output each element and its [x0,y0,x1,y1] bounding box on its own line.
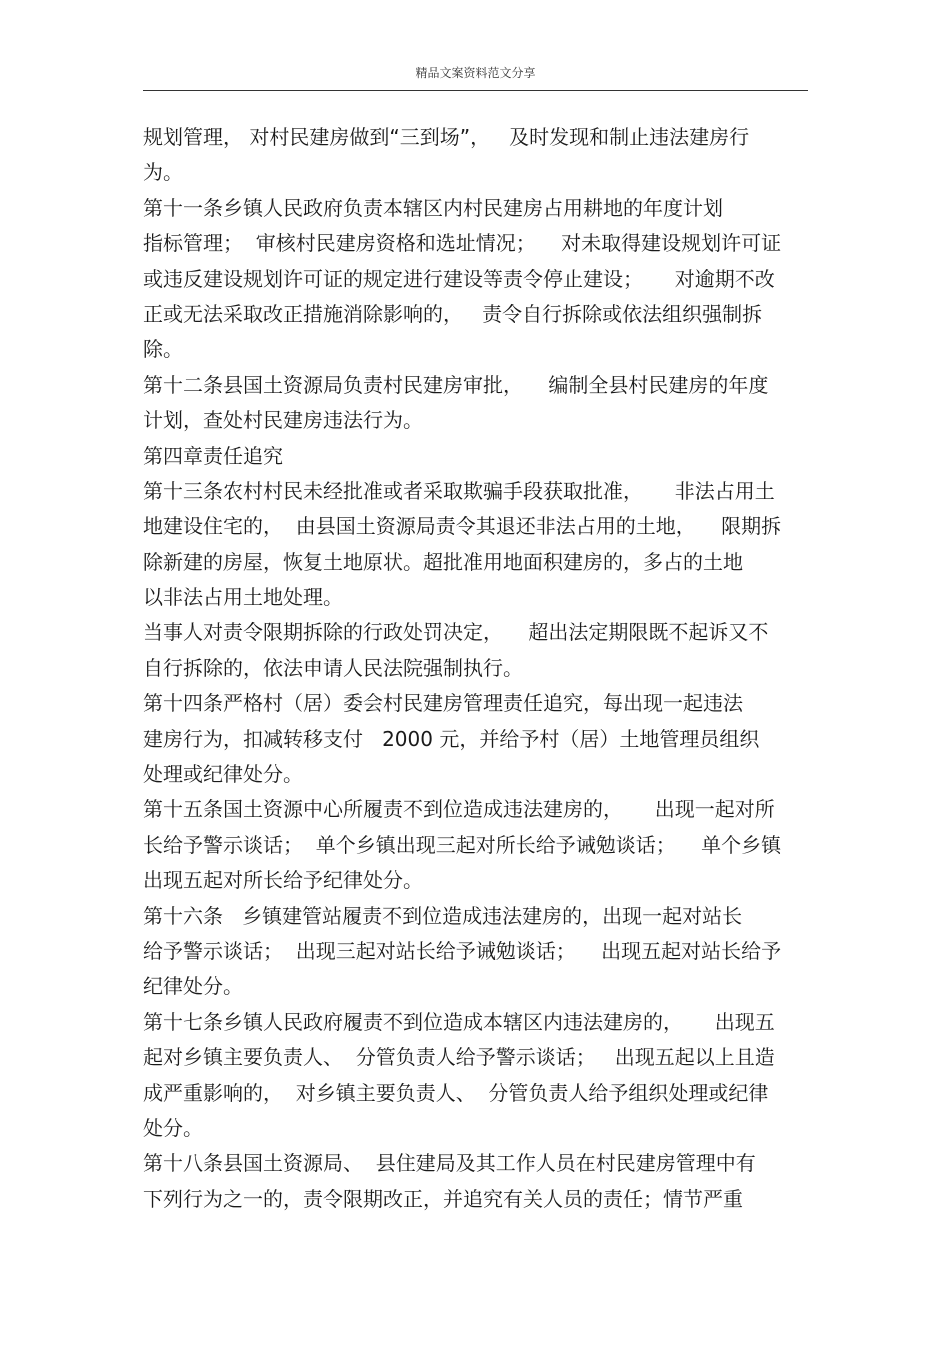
text-line: 规划管理， 对村民建房做到“三到场”， 及时发现和制止违法建房行 [143,125,750,149]
text-line: 处分。 [143,1115,203,1140]
text-line: 第十四条严格村（居）委会村民建房管理责任追究，每出现一起违法 [143,691,743,716]
text-line: 自行拆除的，依法申请人民法院强制执行。 [143,655,523,680]
text-line: 处理或纪律处分。 [143,762,303,787]
text-line: 除。 [143,337,183,362]
text-line: 给予警示谈话； 出现三起对站长给予诫勉谈话； 出现五起对站长给予 [143,938,782,963]
text-line: 第十一条乡镇人民政府负责本辖区内村民建房占用耕地的年度计划 [143,195,723,220]
text-line: 长给予警示谈话； 单个乡镇出现三起对所长给予诫勉谈话； 单个乡镇 [143,832,782,857]
text-line: 地建设住宅的， 由县国土资源局责令其退还非法占用的土地， 限期拆 [143,514,782,539]
text-line: 第十六条 乡镇建管站履责不到位造成违法建房的，出现一起对站长 [143,903,743,928]
text-line: 建房行为，扣减转移支付 2000 元，并给予村（居）土地管理员组织 [143,726,760,751]
text-line: 出现五起对所长给予纪律处分。 [143,868,423,893]
text-line: 成严重影响的， 对乡镇主要负责人、 分管负责人给予组织处理或纪律 [143,1080,769,1105]
document-body [143,120,808,1217]
chapter-heading: 第四章责任追究 [143,443,283,468]
text-line: 正或无法采取改正措施消除影响的， 责令自行拆除或依法组织强制拆 [143,301,763,326]
text-line: 以非法占用土地处理。 [143,585,343,610]
text-line: 或违反建设规划许可证的规定进行建设等责令停止建设； 对逾期不改 [143,266,775,291]
text-line: 第十八条县国土资源局、 县住建局及其工作人员在村民建房管理中有 [143,1151,756,1176]
text-line: 当事人对责令限期拆除的行政处罚决定， 超出法定期限既不起诉又不 [143,620,769,645]
text-line: 第十七条乡镇人民政府履责不到位造成本辖区内违法建房的， 出现五 [143,1009,775,1034]
text-line: 除新建的房屋，恢复土地原状。超批准用地面积建房的，多占的土地 [143,549,743,574]
text-line: 下列行为之一的，责令限期改正，并追究有关人员的责任；情节严重 [143,1186,743,1211]
text-line: 指标管理； 审核村民建房资格和选址情况； 对未取得建设规划许可证 [143,231,782,256]
text-line: 纪律处分。 [143,974,243,999]
header-text: 精品文案资料范文分享 [415,66,536,80]
text-line: 第十五条国土资源中心所履责不到位造成违法建房的， 出现一起对所 [143,797,775,822]
text-line: 第十三条农村村民未经批准或者采取欺骗手段获取批准， 非法占用土 [143,478,775,503]
page-header [143,62,808,91]
text-line: 为。 [143,160,183,185]
text-line: 起对乡镇主要负责人、 分管负责人给予警示谈话； 出现五起以上且造 [143,1045,775,1070]
text-line: 第十二条县国土资源局负责村民建房审批， 编制全县村民建房的年度 [143,372,769,397]
text-line: 计划，查处村民建房违法行为。 [143,408,423,433]
